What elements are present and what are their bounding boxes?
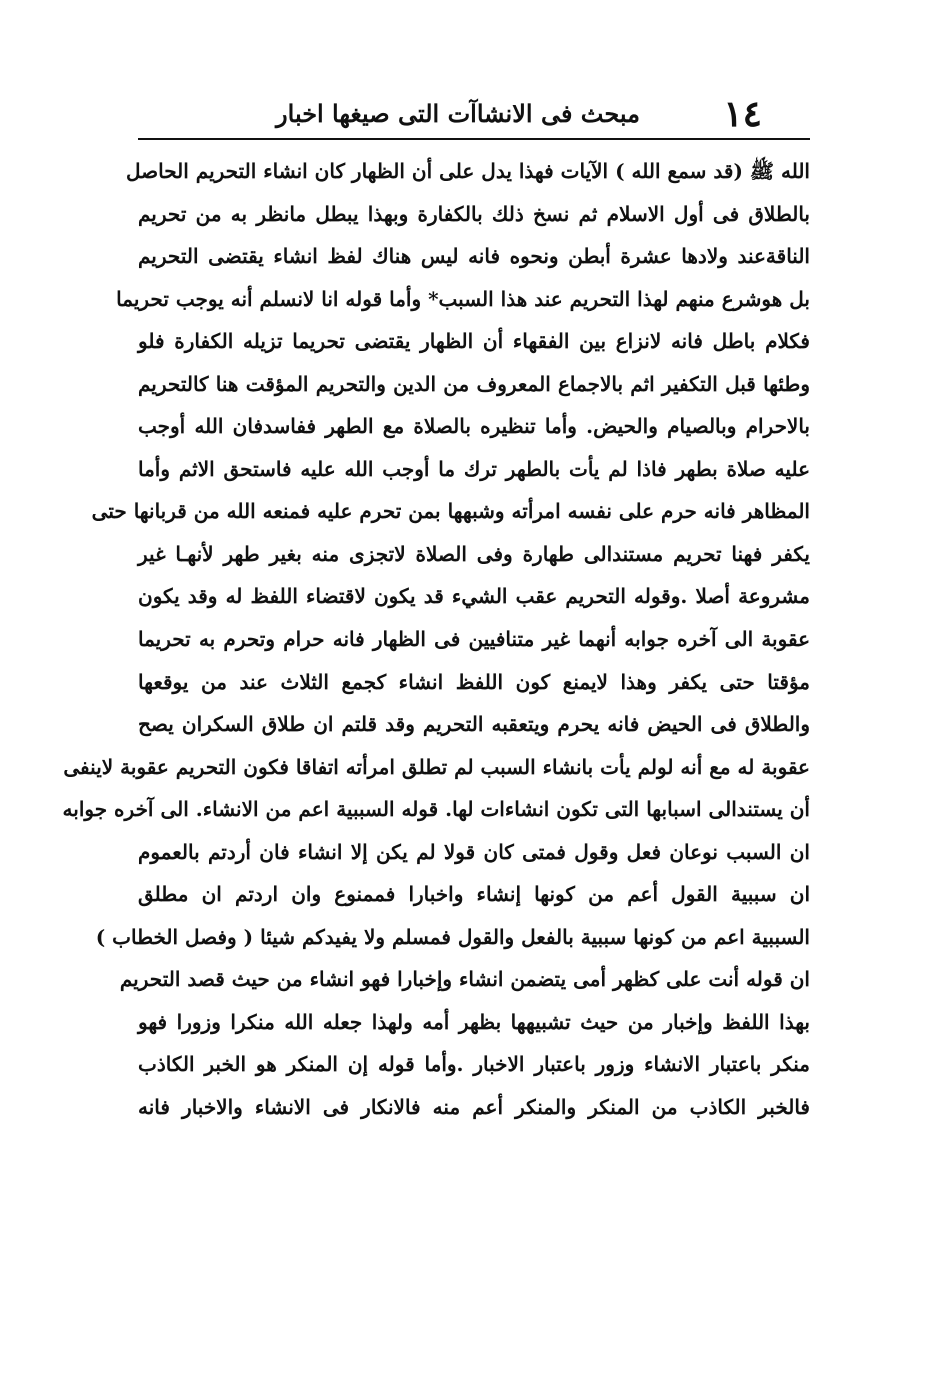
body-text xyxy=(62,150,810,1129)
text-line: وطئها قبل التكفير اثم بالاجماع المعروف من الدين والتحريم المؤقت هنا كالتحريم xyxy=(138,371,810,396)
page-number: ١٤ xyxy=(723,93,762,135)
text-line: أن يستندالى اسبابها التى تكون انشاءات لها. قوله السببية اعم من الانشاء. الى آخره جوابه xyxy=(62,797,810,822)
header-divider xyxy=(138,138,810,140)
text-line: بل هوشرع منهم لهذا التحريم عند هذا السبب* وأما قوله انا لانسلم أنه يوجب تحريما xyxy=(116,286,810,311)
text-line: بالطلاق فى أول الاسلام ثم نسخ ذلك بالكفارة وبهذا يبطل مانظر به من تحريم xyxy=(138,201,810,226)
text-line: السببية اعم من كونها سببية بالفعل والقول فمسلم ولا يفيدكم شيئا ( وفصل الخطاب ) xyxy=(95,924,810,949)
text-line: ان سببية القول أعم من كونها إنشاء واخبارا فممنوع وان اردتم ان مطلق xyxy=(138,882,810,907)
text-line: عقوبة الى آخره جوابه أنهما غير متنافيين فى الظهار فانه حرام وتحرم به تحريما xyxy=(138,627,810,652)
text-line: عقوبة له مع أنه لولم يأت بانشاء السبب لم تطلق امرأته اتفاقا فكون التحريم عقوبة لاينفى xyxy=(63,754,810,779)
text-line: الله ﷺ (قد سمع الله ) الآيات فهذا يدل على أن الظهار كان انشاء التحريم الحاصل xyxy=(126,159,810,183)
text-line: الناقةعند ولادها عشرة أبطن ونحوه فانه ليس هناك لفظ انشاء يقتضى التحريم xyxy=(138,244,810,269)
page-header xyxy=(138,92,810,136)
text-line: المظاهر فانه حرم على نفسه امرأته وشبهها بمن تحرم عليه فمنعه الله من قربانها حتى xyxy=(91,499,810,524)
text-line: مؤقتا حتى يكفر وهذا لايمنع كون اللفظ انشاء كجمع الثلاث عند من يوقعها xyxy=(138,669,810,694)
text-line: بهذا اللفظ وإخبار من حيث تشبيهها بظهر أمه ولهذا جعله الله منكرا وزورا فهو xyxy=(138,1009,810,1034)
text-line: بالاحرام وبالصيام والحيض. وأما تنظيره بالصلاة مع الطهر ففاسدفان الله أوجب xyxy=(138,414,810,439)
text-line: ان السبب نوعان فعل وقول فمتى كان قولا لم يكن إلا انشاء فان أردتم بالعموم xyxy=(138,839,810,864)
text-line: والطلاق فى الحيض فانه يحرم ويتعقبه التحريم وقد قلتم ان طلاق السكران يصح xyxy=(138,712,810,737)
text-line: مشروعة أصلا .وقوله التحريم عقب الشيء قد يكون لاقتضاء اللفظ له وقد يكون xyxy=(138,584,810,609)
text-line: ان قوله أنت على كظهر أمى يتضمن انشاء وإخبارا فهو انشاء من حيث قصد التحريم xyxy=(119,967,810,992)
text-line: منكر باعتبار الانشاء وزور باعتبار الاخبار .وأما قوله إن المنكر هو الخبر الكاذب xyxy=(138,1052,810,1077)
text-line: فكلام باطل فانه لانزاع بين الفقهاء أن الظهار يقتضى تحريما تزيله الكفارة فلو xyxy=(138,329,810,354)
running-title: مبحث فى الانشاآت التى صيغها اخبار xyxy=(276,99,640,128)
text-line: فالخبر الكاذب من المنكر والمنكر أعم منه فالانكار فى الانشاء والاخبار فانه xyxy=(138,1095,810,1120)
text-line: عليه صلاة بطهر فاذا لم يأت بالطهر ترك ما أوجب الله عليه فاستحق الاثم وأما xyxy=(138,456,810,481)
text-line: يكفر فهنا تحريم مستندالى طهارة وفى الصلاة لاتجزى منه بغير طهر لأنهـا غير xyxy=(138,541,810,566)
